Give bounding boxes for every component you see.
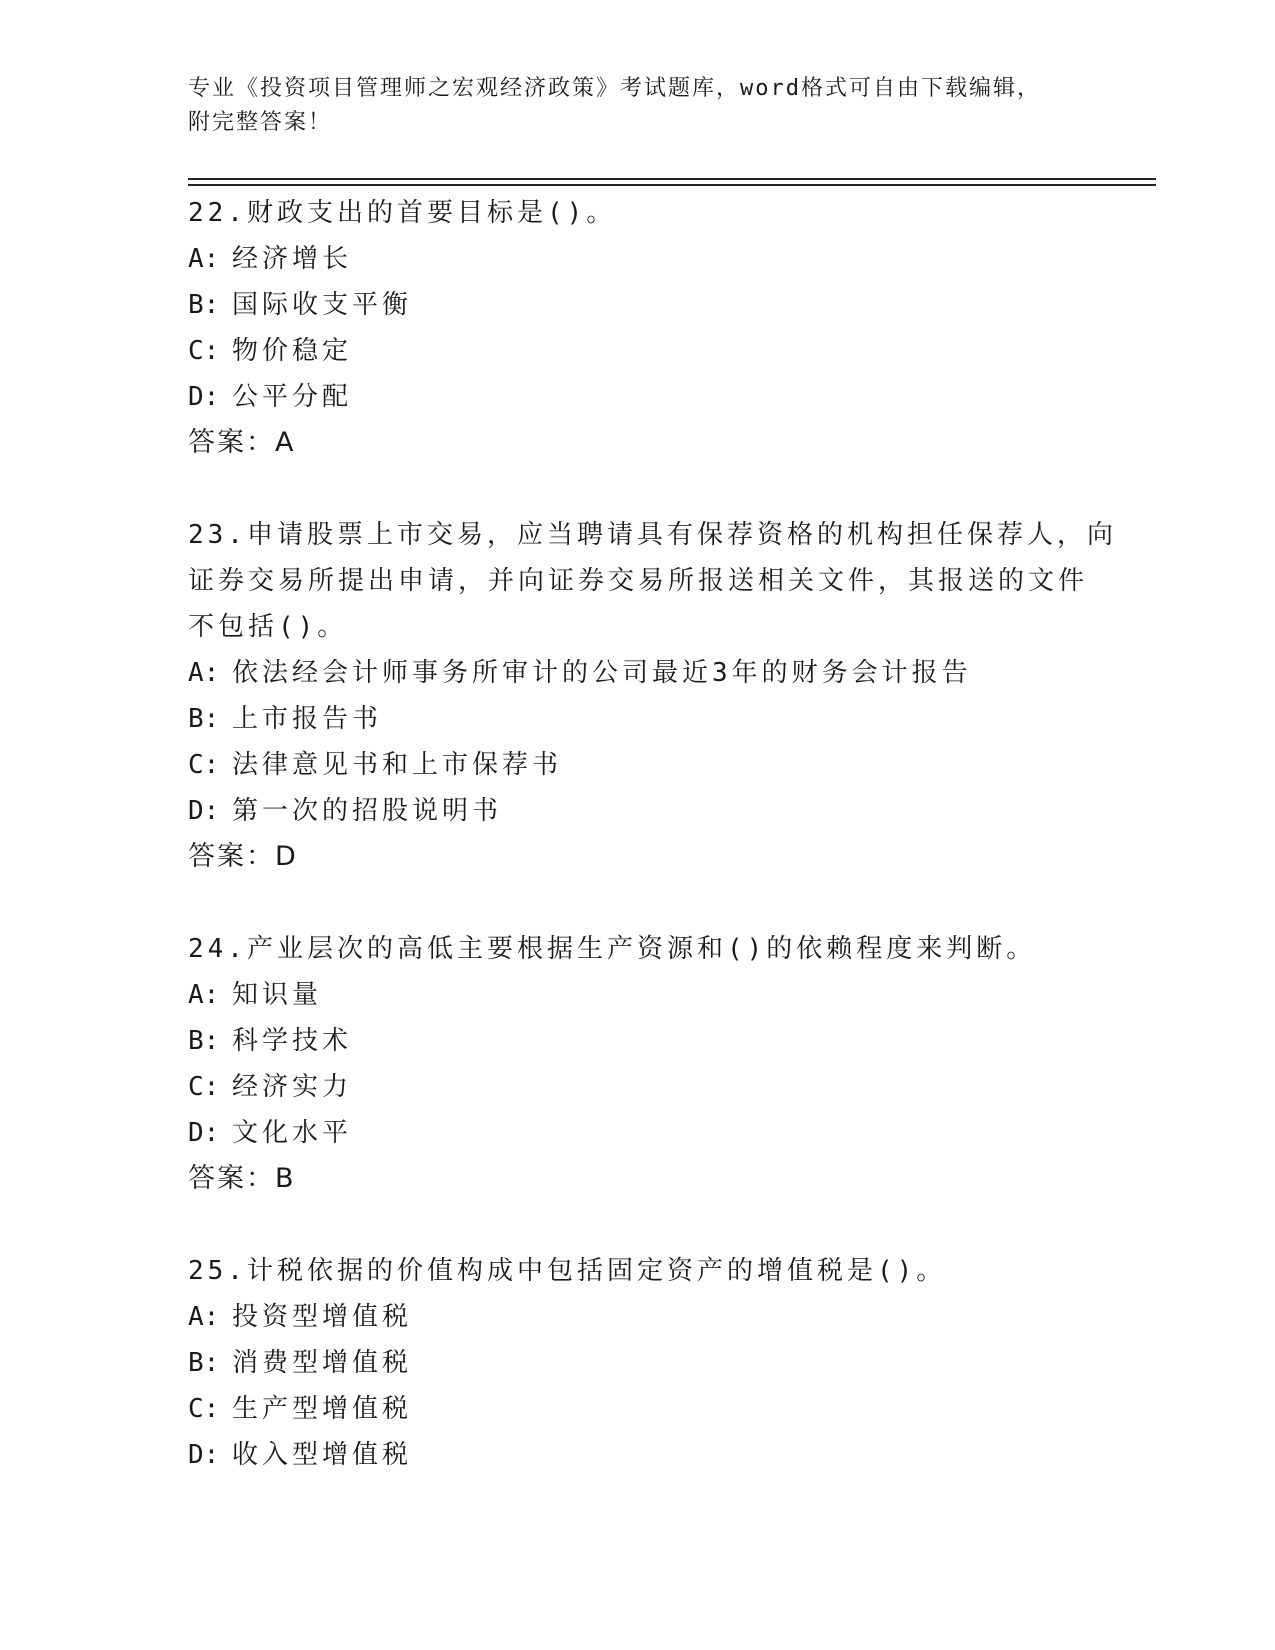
option-b — [188, 282, 1088, 328]
option-text: 国际收支平衡 — [232, 290, 413, 320]
option-text: 生产型增值税 — [232, 1394, 413, 1424]
question-list — [188, 190, 1117, 1524]
question-stem-line-3: 不包括()。 — [188, 612, 348, 642]
question-stem: 24.产业层次的高低主要根据生产资源和()的依赖程度来判断。 — [188, 934, 1037, 964]
option-letter: A: — [188, 980, 220, 1010]
option-b — [188, 1018, 1088, 1064]
option-letter: B: — [188, 290, 220, 320]
option-b — [188, 1340, 1088, 1386]
header-rule-bottom — [188, 184, 1156, 186]
option-c — [188, 328, 1088, 374]
option-a — [188, 1294, 1088, 1340]
option-a — [188, 972, 1088, 1018]
option-text: 上市报告书 — [232, 704, 383, 734]
question-25 — [188, 1248, 1088, 1478]
option-letter: C: — [188, 336, 220, 366]
option-text: 投资型增值税 — [232, 1302, 413, 1332]
answer-label: 答案：D — [188, 841, 298, 872]
header-line-2: 附完整答案！ — [188, 110, 333, 135]
option-text: 公平分配 — [232, 382, 353, 412]
option-c — [188, 1064, 1088, 1110]
question-stem-line-1: 23.申请股票上市交易，应当聘请具有保荐资格的机构担任保荐人，向 — [188, 520, 1117, 550]
option-d — [188, 1432, 1088, 1478]
option-text: 法律意见书和上市保荐书 — [232, 750, 563, 780]
option-letter: B: — [188, 704, 220, 734]
question-stem: 22.财政支出的首要目标是()。 — [188, 198, 617, 228]
answer-label: 答案：B — [188, 1163, 296, 1194]
option-text: 经济增长 — [232, 244, 353, 274]
answer-label: 答案：A — [188, 427, 296, 458]
option-c — [188, 742, 1088, 788]
question-stem: 25.计税依据的价值构成中包括固定资产的增值税是()。 — [188, 1256, 947, 1286]
option-letter: C: — [188, 750, 220, 780]
option-text: 依法经会计师事务所审计的公司最近3年的财务会计报告 — [232, 658, 972, 688]
question-22 — [188, 190, 1088, 466]
option-letter: B: — [188, 1348, 220, 1378]
option-letter: D: — [188, 382, 220, 412]
option-letter: C: — [188, 1072, 220, 1102]
option-text: 知识量 — [232, 980, 323, 1010]
option-text: 文化水平 — [232, 1118, 353, 1148]
option-text: 物价稳定 — [232, 336, 353, 366]
question-24 — [188, 926, 1088, 1202]
option-text: 第一次的招股说明书 — [232, 796, 503, 826]
option-letter: B: — [188, 1026, 220, 1056]
option-letter: A: — [188, 1302, 220, 1332]
option-letter: A: — [188, 658, 220, 688]
option-d — [188, 1110, 1088, 1156]
option-d — [188, 374, 1088, 420]
option-letter: C: — [188, 1394, 220, 1424]
option-text: 收入型增值税 — [232, 1440, 413, 1470]
option-a — [188, 650, 1088, 696]
option-letter: A: — [188, 244, 220, 274]
option-letter: D: — [188, 1118, 220, 1148]
header-line-1: 专业《投资项目管理师之宏观经济政策》考试题库，word格式可自由下载编辑， — [188, 76, 1041, 101]
document-header — [188, 72, 1088, 140]
question-23 — [188, 512, 1117, 880]
header-rule-top — [188, 178, 1156, 180]
option-d — [188, 788, 1088, 834]
option-text: 消费型增值税 — [232, 1348, 413, 1378]
option-c — [188, 1386, 1088, 1432]
option-text: 经济实力 — [232, 1072, 353, 1102]
option-text: 科学技术 — [232, 1026, 353, 1056]
question-stem-line-2: 证券交易所提出申请，并向证券交易所报送相关文件，其报送的文件 — [188, 566, 1089, 596]
option-a — [188, 236, 1088, 282]
option-letter: D: — [188, 1440, 220, 1470]
option-b — [188, 696, 1088, 742]
option-letter: D: — [188, 796, 220, 826]
